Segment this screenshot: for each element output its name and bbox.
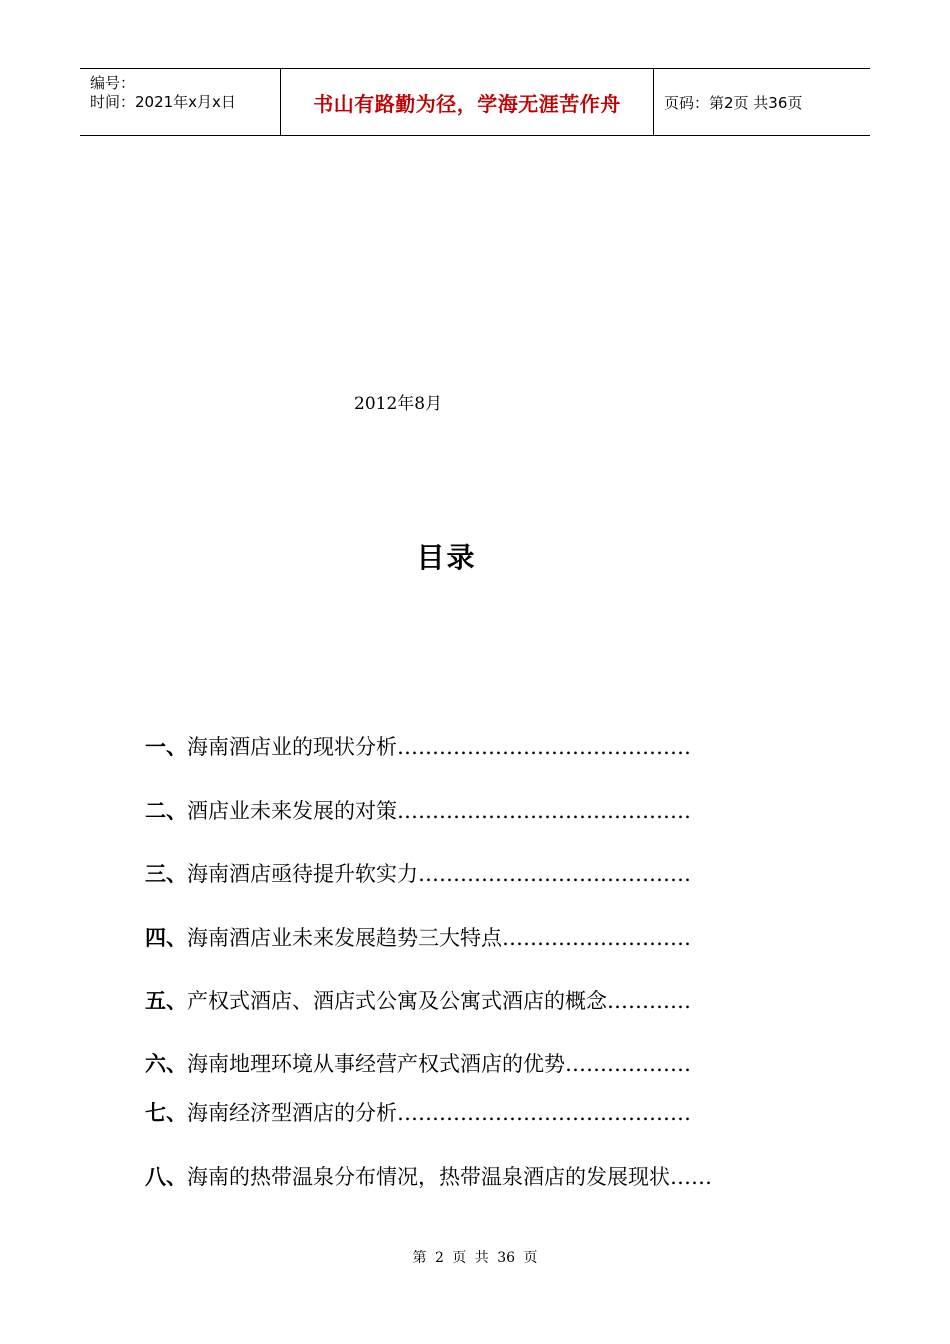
toc-item-number: 八、	[145, 1164, 187, 1189]
toc-title: 目录	[416, 541, 477, 574]
header-time-label: 时间：2021年x月x日	[90, 93, 236, 111]
toc-item-number: 六、	[145, 1051, 187, 1076]
page-header	[80, 68, 870, 136]
toc-item-text: 海南酒店业未来发展趋势三大特点………………………	[187, 926, 691, 950]
toc-item	[145, 987, 691, 1015]
header-page-label: 页码：第2页 共36页	[664, 93, 803, 112]
header-motto: 书山有路勤为径，学海无涯苦作舟	[313, 91, 621, 116]
header-number-label: 编号：	[90, 74, 136, 92]
page-footer: 第 2 页 共 36 页	[412, 1250, 538, 1266]
toc-item	[145, 1163, 712, 1191]
toc-item-number: 一、	[145, 734, 187, 759]
toc-item-number: 七、	[145, 1100, 187, 1125]
header-motto-cell	[281, 69, 654, 135]
toc-item-text: 海南地理环境从事经营产权式酒店的优势………………	[187, 1052, 691, 1076]
toc-item	[145, 1050, 691, 1078]
header-info-cell	[80, 69, 281, 135]
toc-item-number: 二、	[145, 798, 187, 823]
toc-item	[145, 1099, 691, 1127]
toc-item-text: 海南经济型酒店的分析……………………………………	[187, 1101, 691, 1125]
toc-item-number: 四、	[145, 925, 187, 950]
header-page-cell	[654, 69, 870, 135]
toc-item-number: 五、	[145, 988, 187, 1013]
toc-item	[145, 733, 691, 761]
toc-item-text: 产权式酒店、酒店式公寓及公寓式酒店的概念…………	[187, 989, 691, 1013]
toc-item	[145, 797, 691, 825]
toc-item-text: 海南酒店亟待提升软实力…………………………………	[187, 862, 691, 886]
toc-item	[145, 860, 691, 888]
toc-item-text: 海南的热带温泉分布情况，热带温泉酒店的发展现状……	[187, 1165, 712, 1189]
toc-item	[145, 924, 691, 952]
toc-item-text: 海南酒店业的现状分析……………………………………	[187, 735, 691, 759]
toc-item-number: 三、	[145, 861, 187, 886]
document-date: 2012年8月	[354, 394, 443, 414]
toc-item-text: 酒店业未来发展的对策……………………………………	[187, 799, 691, 823]
